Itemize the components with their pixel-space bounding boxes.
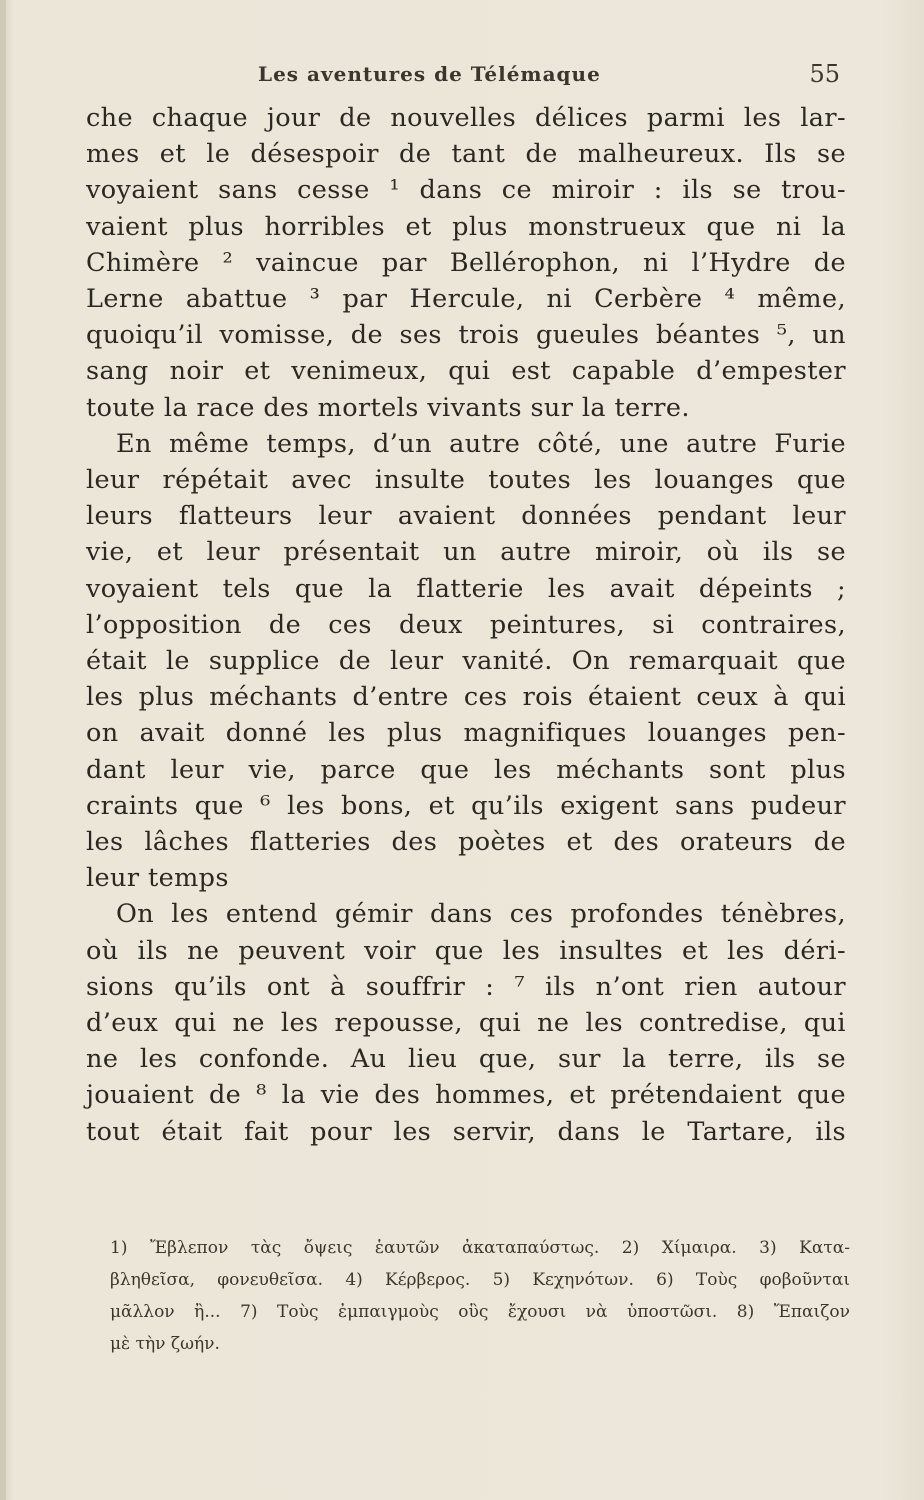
footnote-line: βληθεῖσα, φονευθεῖσα. 4) Κέρβερος. 5) Κεχηνότων. 6) Τοὺς φοβοῦνται [110, 1270, 850, 1290]
body-line: vie, et leur présentait un autre miroir, où ils se [86, 537, 846, 568]
body-line: craints que ⁶ les bons, et qu’ils exigent sans pudeur [86, 790, 846, 821]
body-line: dant leur vie, parce que les méchants sont plus [86, 754, 846, 785]
body-text [86, 100, 846, 1150]
body-line: voyaient tels que la flatterie les avait dépeints ; [86, 573, 846, 604]
body-line: l’opposition de ces deux peintures, si contraires, [86, 609, 846, 640]
body-line: jouaient de ⁸ la vie des hommes, et prétendaient que [86, 1080, 846, 1111]
body-line: voyaient sans cesse ¹ dans ce miroir : ils se trou- [86, 175, 846, 206]
body-line: où ils ne peuvent voir que les insultes et les déri- [86, 935, 846, 966]
page-number: 55 [809, 60, 840, 88]
body-line: leur répétait avec insulte toutes les louanges que [86, 465, 846, 496]
body-line: on avait donné les plus magnifiques louanges pen- [86, 718, 846, 749]
body-line: tout était fait pour les servir, dans le Tartare, ils [86, 1116, 846, 1147]
footnote-line: 1) Ἔβλεπον τὰς ὄψεις ἑαυτῶν ἀκαταπαύστως. 2) Χίμαιρα. 3) Κατα- [110, 1238, 850, 1258]
running-title: Les aventures de Télémaque [258, 62, 601, 86]
body-line: était le supplice de leur vanité. On remarquait que [86, 646, 846, 677]
body-line: leurs flatteurs leur avaient données pendant leur [86, 501, 846, 532]
body-line: On les entend gémir dans ces profondes ténèbres, [116, 899, 846, 930]
footnote-line: μὲ τὴν ζωήν. [110, 1334, 220, 1354]
body-line: les lâches flatteries des poètes et des orateurs de [86, 827, 846, 858]
body-line: Chimère ² vaincue par Bellérophon, ni l’Hydre de [86, 247, 846, 278]
body-line: les plus méchants d’entre ces rois étaient ceux à qui [86, 682, 846, 713]
footnotes [110, 1232, 850, 1360]
page-header [88, 62, 840, 96]
footnote-line: μᾶλλον ἢ... 7) Τοὺς ἐμπαιγμοὺς οὓς ἔχουσι νὰ ὑποστῶσι. 8) Ἔπαιζον [110, 1302, 850, 1322]
body-line: ne les confonde. Au lieu que, sur la terre, ils se [86, 1044, 846, 1075]
body-line: mes et le désespoir de tant de malheureux. Ils se [86, 139, 846, 170]
body-line: quoiqu’il vomisse, de ses trois gueules béantes ⁵, un [86, 320, 846, 351]
body-line: toute la race des mortels vivants sur la terre. [86, 392, 690, 423]
body-line: d’eux qui ne les repousse, qui ne les contredise, qui [86, 1008, 846, 1039]
body-line: leur temps [86, 863, 229, 894]
body-line: Lerne abattue ³ par Hercule, ni Cerbère ⁴ même, [86, 284, 846, 315]
body-line: sang noir et venimeux, qui est capable d’empester [86, 356, 846, 387]
body-line: vaient plus horribles et plus monstrueux que ni la [86, 211, 846, 242]
body-line: sions qu’ils ont à souffrir : ⁷ ils n’ont rien autour [86, 971, 846, 1002]
body-line: En même temps, d’un autre côté, une autre Furie [116, 428, 846, 459]
body-line: che chaque jour de nouvelles délices parmi les lar- [86, 103, 846, 133]
page-binding-edge [0, 0, 6, 1500]
